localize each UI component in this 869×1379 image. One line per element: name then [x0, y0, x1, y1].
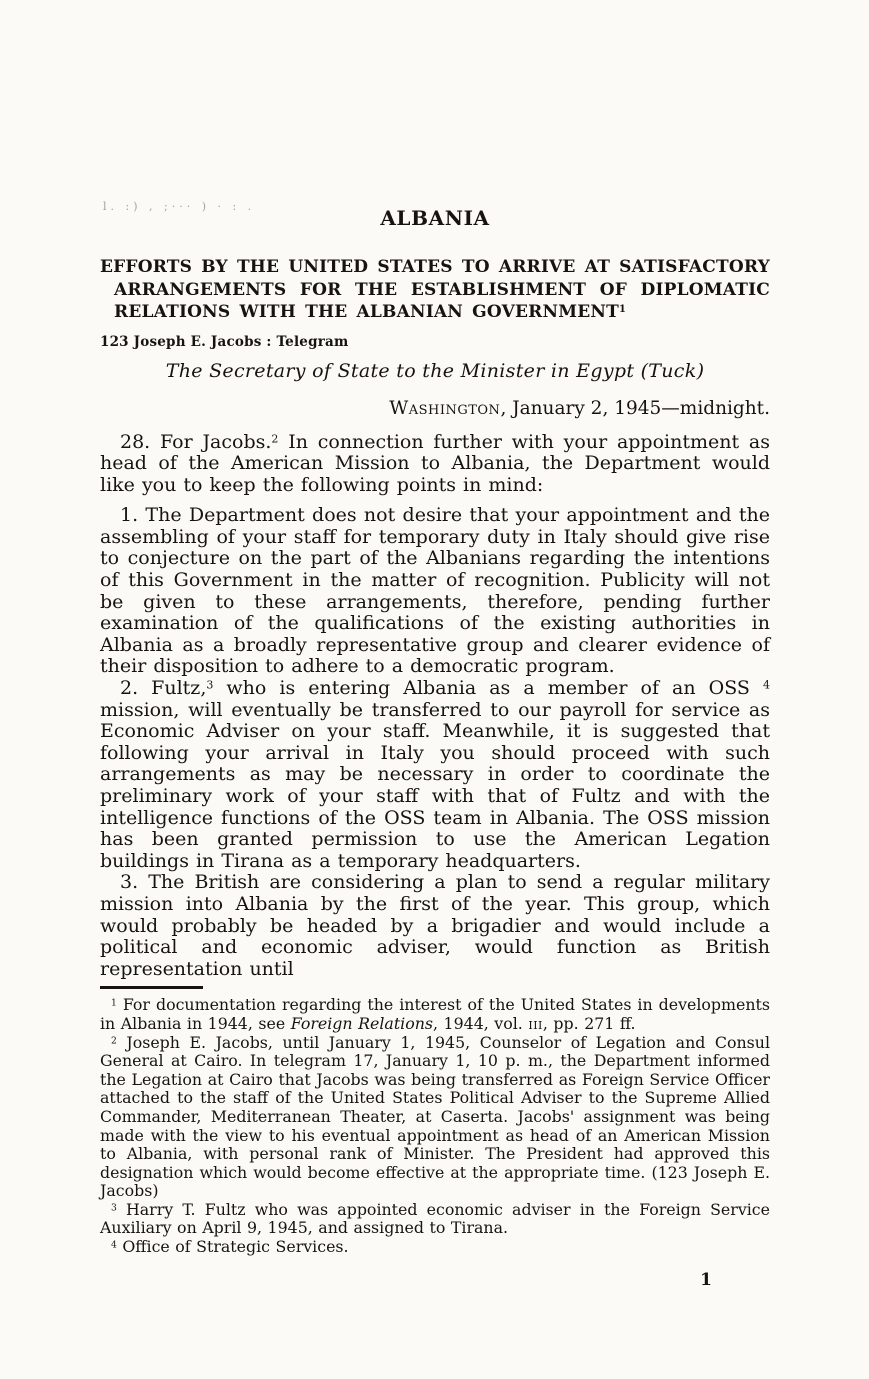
dateline-place: Washington	[389, 397, 501, 419]
pencil-marks: l. :) , ;··· ) · : .	[103, 200, 256, 213]
dateline-date: , January 2, 1945—midnight.	[500, 397, 770, 419]
chapter-heading: EFFORTS BY THE UNITED STATES TO ARRIVE AT SATISFACTORY ARRANGEMENTS FOR THE ESTABLISHMENT OF DIPLOMATIC RELATIONS WITH THE ALBANIAN GOVERNMENT$^1$	[100, 257, 770, 322]
paragraph-intro: 28. For Jacobs.$^2$ In connection further with your appointment as head of the American Mission to Albania, the Department would like you to keep the following points in mind:	[100, 430, 770, 496]
document-reference: 123 Joseph E. Jacobs : Telegram	[100, 333, 349, 350]
footnotes	[100, 996, 770, 1256]
footnote: $^4$ Office of Strategic Services.	[111, 1237, 349, 1257]
footnote-divider	[100, 986, 203, 989]
footnote: $^1$ For documentation regarding the interest of the United States in developments in Albania in 1944, see Foreign Relations, 1944, vol. iii, pp. 271 ff.	[100, 995, 770, 1033]
paragraph: 3. The British are considering a plan to send a regular military mission into Albania by the first of the year. This group, which would probably be headed by a brigadier and would include a political and economic adviser, would function as British representation until	[100, 871, 770, 980]
document-heading: The Secretary of State to the Minister in Egypt (Tuck)	[165, 359, 705, 382]
numbered-paragraphs	[100, 505, 770, 980]
page-content	[100, 0, 770, 1290]
dateline	[100, 398, 770, 419]
paragraph: 1. The Department does not desire that your appointment and the assembling of your staff for temporary duty in Italy should give rise to conjecture on the part of the Albanians regarding the intentions of this Government in the matter of recognition. Publicity will not be given to these arrangements, therefore, pending further examination of the qualifications of the existing authorities in Albania as a broadly representative group and clearer evidence of their disposition to adhere to a democratic program.	[100, 504, 770, 678]
page-title: ALBANIA	[380, 206, 490, 230]
paragraph: 2. Fultz,$^3$ who is entering Albania as a member of an OSS $^4$ mission, will eventually be transferred to our payroll for service as Economic Adviser on your staff. Meanwhile, it is suggested that following your arrival in Italy you should proceed with such arrangements as may be necessary in order to coordinate the preliminary work of your staff with that of Fultz and with the intelligence functions of the OSS team in Albania. The OSS mission has been granted permission to use the American Legation buildings in Tirana as a temporary headquarters.	[100, 677, 770, 872]
page-number: 1	[700, 1269, 712, 1290]
footnote: $^2$ Joseph E. Jacobs, until January 1, 1945, Counselor of Legation and Consul General at Cairo. In telegram 17, January 1, 10 p. m., the Department informed the Legation at Cairo that Jacobs was being transferred as Foreign Service Officer attached to the staff of the United States Political Adviser to the Supreme Allied Commander, Mediterranean Theater, at Caserta. Jacobs' assignment was being made with the view to his eventual appointment as head of an American Mission to Albania, with personal rank of Minister. The President had approved this designation which would become effective at the appropriate time. (123 Joseph E. Jacobs)	[100, 1032, 770, 1201]
footnote: $^3$ Harry T. Fultz who was appointed economic adviser in the Foreign Service Auxiliary on April 9, 1945, and assigned to Tirana.	[100, 1199, 770, 1238]
document-body	[100, 432, 770, 981]
